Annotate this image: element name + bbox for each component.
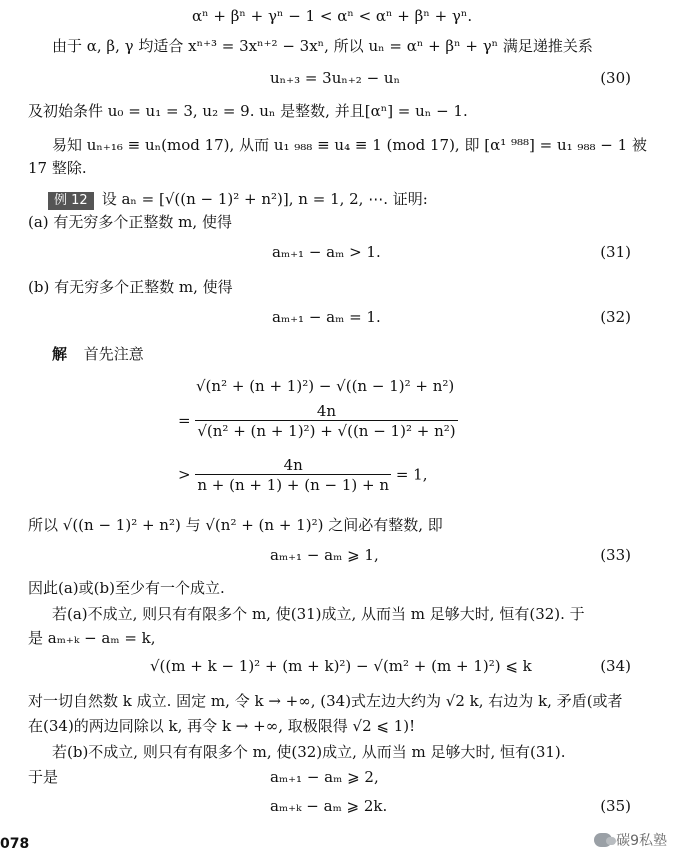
paragraph-case-a-cont: 是 aₘ₊ₖ − aₘ = k, — [28, 629, 156, 647]
inequality-line: αⁿ + βⁿ + γⁿ − 1 < αⁿ < αⁿ + βⁿ + γⁿ. — [192, 7, 473, 25]
watermark-text: 碳9私塾 — [616, 833, 667, 849]
solution-text: 首先注意 — [83, 345, 144, 363]
equation-33: aₘ₊₁ − aₘ ⩾ 1, — [270, 546, 379, 564]
equation-30: uₙ₊₃ = 3uₙ₊₂ − uₙ — [270, 69, 401, 87]
watermark — [594, 830, 667, 850]
fraction-1-numerator: 4n — [316, 402, 337, 420]
part-a-statement: (a) 有无穷多个正整数 m, 使得 — [28, 213, 232, 231]
page-number: 078 — [0, 836, 30, 852]
paragraph-case-a: 若(a)不成立, 则只有有限多个 m, 使(31)成立, 从而当 m 足够大时, 恒有(32). 于 — [52, 605, 585, 623]
equation-35a: aₘ₊₁ − aₘ ⩾ 2, — [270, 768, 379, 786]
equals-one: = 1, — [395, 465, 428, 484]
solution-intro — [52, 344, 144, 364]
fraction-1-denominator: √(n² + (n + 1)²) + √((n − 1)² + n²) — [197, 422, 456, 440]
paragraph-contradiction: 对一切自然数 k 成立. 固定 m, 令 k → +∞, (34)式左边大约为 √2 k, 右边为 k, 矛盾(或者 — [28, 692, 623, 710]
paragraph-case-b-cont: 于是 — [28, 768, 59, 786]
example-12-statement — [48, 189, 428, 210]
equation-35b: aₘ₊ₖ − aₘ ⩾ 2k. — [270, 797, 388, 815]
equation-31: aₘ₊₁ − aₘ > 1. — [272, 243, 381, 261]
equation-number-33: (33) — [600, 546, 631, 564]
paragraph-mod17: 易知 uₙ₊₁₆ ≡ uₙ(mod 17), 从而 u₁ ₉₈₈ ≡ u₄ ≡ 1 (mod 17), 即 [α¹ ⁹⁸⁸] = u₁ ₉₈₈ − 1 被 — [52, 136, 647, 154]
paragraph-integer-between: 所以 √((n − 1)² + n²) 与 √(n² + (n + 1)²) 之间必有整数, 即 — [28, 516, 443, 534]
equation-number-35: (35) — [600, 797, 631, 815]
equation-34: √((m + k − 1)² + (m + k)²) − √(m² + (m + 1)²) ⩽ k — [150, 657, 532, 675]
big-equation-line-1: √(n² + (n + 1)²) − √((n − 1)² + n²) — [196, 377, 455, 395]
paragraph-a-or-b: 因此(a)或(b)至少有一个成立. — [28, 579, 225, 597]
part-b-statement: (b) 有无穷多个正整数 m, 使得 — [28, 278, 233, 296]
paragraph-mod17-cont: 17 整除. — [28, 159, 87, 177]
solution-label: 解 — [52, 345, 68, 363]
greater-sign: > — [178, 465, 191, 484]
big-equation-line-3 — [178, 456, 427, 495]
equation-number-32: (32) — [600, 308, 631, 326]
fraction-2-denominator: n + (n + 1) + (n − 1) + n — [197, 476, 390, 494]
example-text: 设 aₙ = [√((n − 1)² + n²)], n = 1, 2, ⋯. 证明: — [101, 190, 428, 208]
fraction-2-numerator: 4n — [283, 456, 303, 474]
example-label: 例 12 — [48, 192, 94, 210]
fraction-1 — [195, 402, 457, 441]
paragraph-recurrence: 由于 α, β, γ 均适合 xⁿ⁺³ = 3xⁿ⁺² − 3xⁿ, 所以 uₙ = αⁿ + βⁿ + γⁿ 满足递推关系 — [52, 37, 593, 55]
equation-number-30: (30) — [600, 69, 631, 87]
fraction-2 — [195, 456, 391, 495]
paragraph-initial-conditions: 及初始条件 u₀ = u₁ = 3, u₂ = 9. uₙ 是整数, 并且[αⁿ] = uₙ − 1. — [28, 102, 468, 120]
big-equation-line-2 — [178, 402, 458, 441]
paragraph-contradiction-cont: 在(34)的两边同除以 k, 再令 k → +∞, 取极限得 √2 ⩽ 1)! — [28, 717, 416, 735]
equation-number-34: (34) — [600, 657, 631, 675]
equation-32: aₘ₊₁ − aₘ = 1. — [272, 308, 381, 326]
wechat-icon — [594, 833, 612, 847]
equals-sign: = — [178, 411, 191, 430]
equation-number-31: (31) — [600, 243, 631, 261]
paragraph-case-b: 若(b)不成立, 则只有有限多个 m, 使(32)成立, 从而当 m 足够大时, 恒有(31). — [52, 743, 566, 761]
